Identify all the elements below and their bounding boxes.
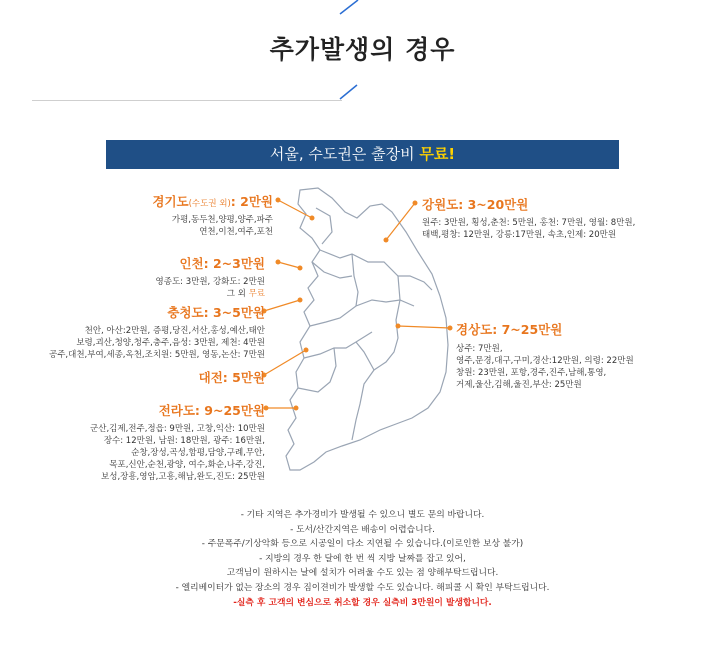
region-gyeonggi [152,192,273,238]
note-item: - 지방의 경우 한 달에 한 번 씩 지방 날짜를 잡고 있어, [259,553,466,564]
region-jeolla-line: 장수: 12만원, 남원: 18만원, 광주: 16만원, [103,436,265,446]
region-jeolla-title: 전라도: 9~25만원 [158,403,265,418]
region-jeolla-line: 목포,신안,순천,광양, 여수,화순,나주,강진, [109,460,265,470]
region-gyeonggi-line: 가평,동두천,양평,양주,파주 [171,215,273,225]
region-gyeongsang-line: 거제,울산,김해,울진,부산: 25만원 [456,380,582,390]
note-item: - 도서/산간지역은 배송이 어렵습니다. [290,524,435,535]
note-item: - 주문폭주/기상악화 등으로 시공일이 다소 지연될 수 있습니다.(이로인한 보상 불가) [201,539,524,550]
banner-highlight: 무료! [419,145,456,163]
region-gyeongsang [456,320,634,391]
region-chungcheong-line: 보령,괴산,청양,청주,충주,음성: 3만원, 제천: 4만원 [76,338,265,348]
region-gyeonggi-title [152,192,273,210]
region-incheon-title: 인천: 2~3만원 [179,256,265,271]
note-item: - 기타 지역은 추가경비가 발생될 수 있으니 별도 문의 바랍니다. [240,510,485,520]
note-item: 고객님이 원하시는 날에 설치가 어려울 수도 있는 점 양해부탁드립니다. [226,568,499,579]
notes-list [0,508,725,610]
region-jeolla-line: 군산,김제,전주,정읍: 9만원, 고창,익산: 10만원 [90,424,265,434]
note-item: - 엘리베이터가 없는 장소의 경우 짐이젼비가 발생할 수도 있습니다. 해피콜 시 확인 부탁드립니다. [175,582,550,593]
region-gyeonggi-sub: (수도권 외) [188,199,231,209]
region-jeolla-line: 순창,장성,곡성,함평,담양,구례,무안, [131,448,265,458]
region-gyeonggi-price: : 2만원 [230,194,273,209]
top-slash-icon [340,0,358,14]
region-chungcheong-title: 충청도: 3~5만원 [167,305,265,320]
region-gyeongsang-line: 창원: 23만원, 포항,경주,진주,남해,통영, [456,368,607,378]
region-gyeonggi-name: 경기도 [152,194,189,209]
region-gangwon [422,195,635,241]
region-gyeongsang-line: 상주: 7만원, [456,344,503,354]
cancellation-warning: -실측 후 고객의 변심으로 취소할 경우 실측비 3만원이 발생합니다. [233,597,492,608]
banner-text: 서울, 수도권은 출장비 [269,145,420,163]
region-jeolla [90,401,265,483]
divider-slash-icon [340,85,357,99]
title-divider [32,100,342,101]
region-gyeonggi-line: 연천,이천,여주,포천 [199,227,273,237]
free-shipping-banner [106,140,619,169]
region-chungcheong-line: 천안, 아산:2만원, 증평,당진,서산,홍성,예산,태안 [84,326,265,336]
region-daejeon-title: 대전: 5만원 [198,370,265,385]
region-gyeongsang-line: 영주,문경,대구,구미,경산:12만원, 의령: 22만원 [456,356,634,366]
region-gangwon-line: 태백,평창: 12만원, 강릉:17만원, 속초,인제: 20만원 [422,230,617,240]
region-gyeongsang-title: 경상도: 7~25만원 [456,322,563,337]
region-chungcheong [49,303,265,361]
region-gangwon-line: 원주: 3만원, 횡성,춘천: 5만원, 홍천: 7만원, 영월: 8만원, [422,218,636,228]
region-gangwon-title: 강원도: 3~20만원 [422,197,529,212]
region-incheon-line-2 [156,288,265,300]
region-jeolla-line: 보성,장흥,영암,고흥,해남,완도,진도: 25만원 [101,472,265,482]
region-incheon-free: 무료 [248,289,265,299]
page-title: 추가발생의 경우 [269,35,456,64]
region-chungcheong-line: 공주,대천,부여,세종,옥천,조치원: 5만원, 영동,논산: 7만원 [49,350,265,360]
region-incheon [156,254,265,300]
region-daejeon [199,368,265,386]
region-incheon-line: 영종도: 3만원, 강화도: 2만원 [155,277,265,287]
region-incheon-other: 그 외 [226,289,249,299]
